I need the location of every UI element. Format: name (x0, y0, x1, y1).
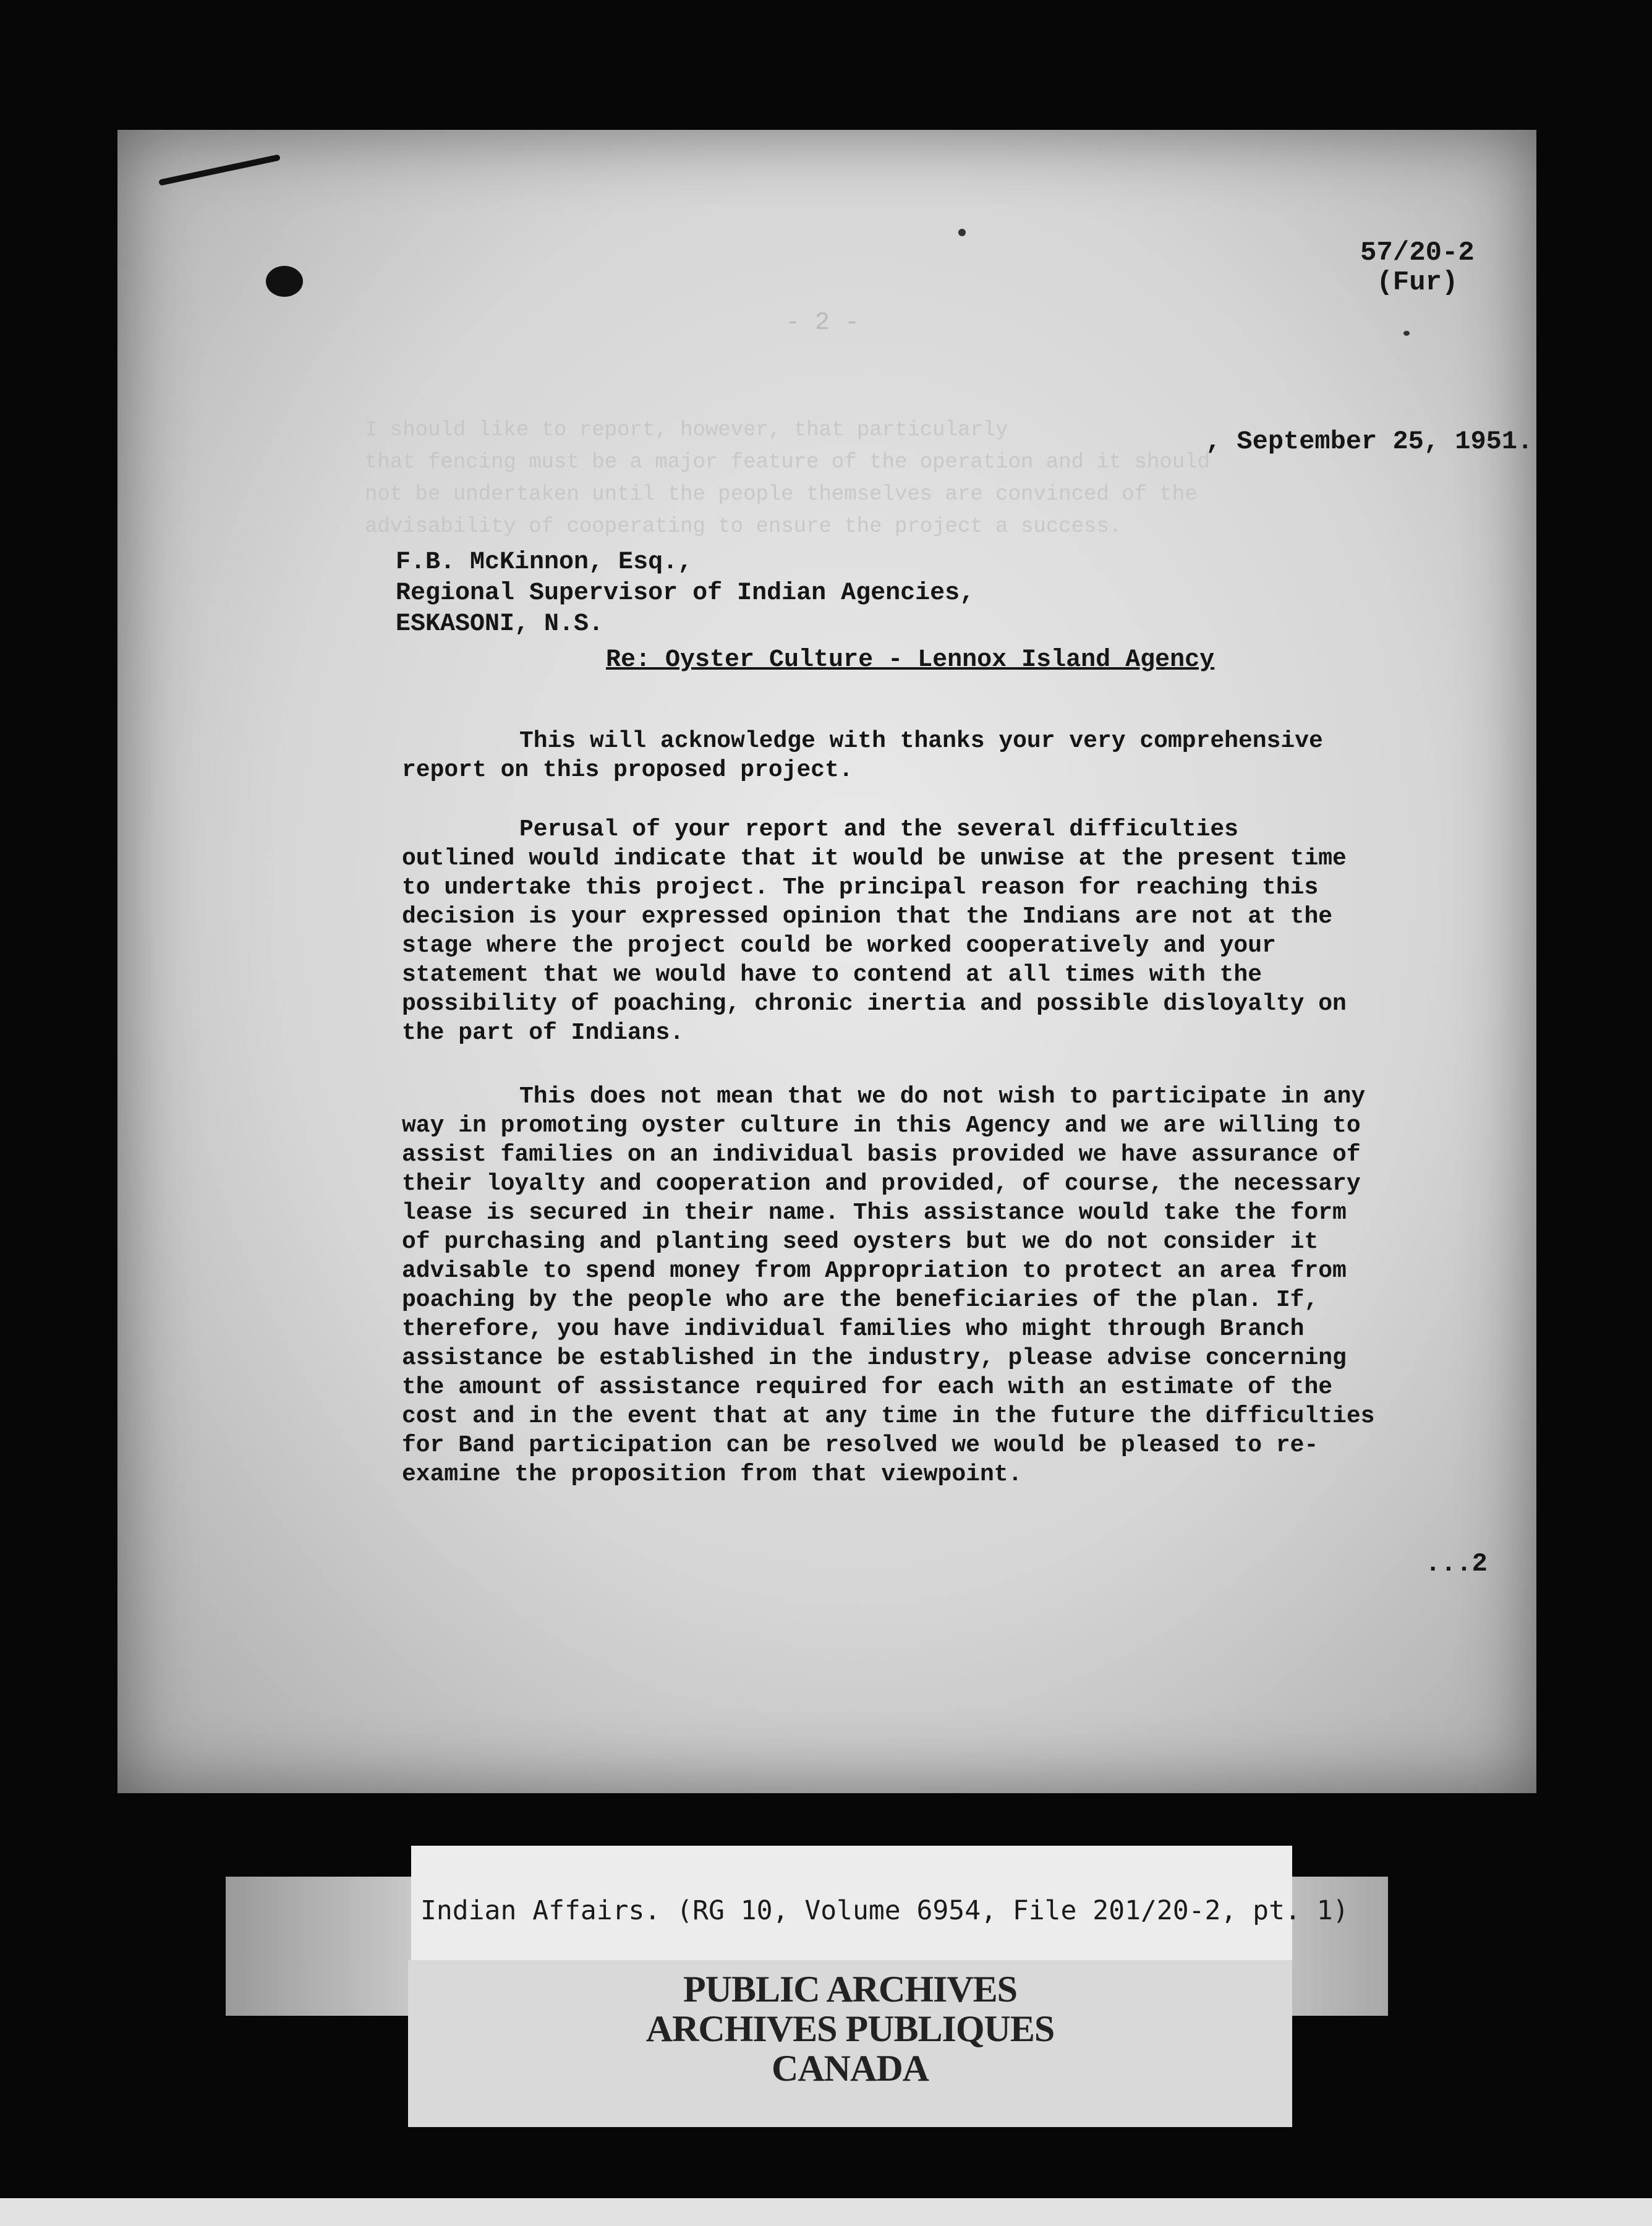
continuation-marker: ...2 (1425, 1549, 1488, 1579)
paragraph-line: This will acknowledge with thanks your very comprehensive (519, 728, 1323, 754)
paragraph-line: their loyalty and cooperation and provided, of course, the necessary (402, 1171, 1361, 1197)
ink-blot (266, 266, 303, 297)
faint-page-number: - 2 - (785, 309, 860, 337)
letter-date: , September 25, 1951. (1206, 427, 1533, 456)
paragraph-line: stage where the project could be worked cooperatively and your (402, 932, 1276, 959)
paragraph-line: advisable to spend money from Appropriation to protect an area from (402, 1258, 1347, 1284)
stamp-line-english: PUBLIC ARCHIVES (683, 1969, 1018, 2010)
paragraph-line: possibility of poaching, chronic inertia and possible disloyalty on (402, 991, 1347, 1017)
stamp-line-country: CANADA (772, 2048, 929, 2089)
archive-stamp (396, 1969, 1305, 2088)
archive-citation: Indian Affairs. (RG 10, Volume 6954, File 201/20-2, pt. 1) (420, 1895, 1349, 1926)
paragraph-line: statement that we would have to contend at all times with the (402, 962, 1262, 988)
file-reference (1360, 238, 1475, 297)
paragraph-line: poaching by the people who are the beneficiaries of the plan. If, (402, 1287, 1319, 1313)
file-subject-code: (Fur) (1376, 267, 1458, 298)
paragraph-line: assist families on an individual basis provided we have assurance of (402, 1141, 1361, 1168)
paragraph-line: cost and in the event that at any time in the future the difficulties (402, 1403, 1375, 1430)
speck (958, 229, 966, 236)
addressee-block (396, 547, 974, 640)
paragraph-line: report on this proposed project. (402, 757, 853, 783)
stamp-line-french: ARCHIVES PUBLIQUES (645, 2008, 1055, 2049)
paragraph-line: the amount of assistance required for each with an estimate of the (402, 1374, 1333, 1401)
show-through-text: I should like to report, however, that particularly that fencing must be a major feature of the operation and it should not be undertaken until the people themselves are convinced of the advisability of cooperating to ensure the project a success. (365, 419, 1211, 539)
film-bottom-edge (0, 2198, 1652, 2226)
paragraph-line: the part of Indians. (402, 1020, 684, 1046)
paragraph-line: lease is secured in their name. This assistance would take the form (402, 1200, 1347, 1226)
paragraph-line: to undertake this project. The principal reason for reaching this (402, 874, 1319, 901)
file-number: 57/20-2 (1360, 237, 1475, 268)
paragraph-line: assistance be established in the industry, please advise concerning (402, 1345, 1347, 1371)
paragraph-line: This does not mean that we do not wish to participate in any (519, 1083, 1366, 1110)
paragraph-line: Perusal of your report and the several difficulties (519, 816, 1238, 843)
addressee-title: Regional Supervisor of Indian Agencies, (396, 579, 975, 607)
addressee-name: F.B. McKinnon, Esq., (396, 548, 693, 576)
paragraph-line: therefore, you have individual families who might through Branch (402, 1316, 1305, 1342)
paragraph-1 (402, 727, 1403, 785)
paragraph-line: way in promoting oyster culture in this Agency and we are willing to (402, 1112, 1361, 1139)
paragraph-line: decision is your expressed opinion that the Indians are not at the (402, 903, 1333, 930)
addressee-location: ESKASONI, N.S. (396, 610, 604, 638)
paragraph-line: of purchasing and planting seed oysters but we do not consider it (402, 1229, 1319, 1255)
subject-line: Re: Oyster Culture - Lennox Island Agency (606, 646, 1215, 674)
paragraph-line: examine the proposition from that viewpoint. (402, 1461, 1023, 1488)
speck (1403, 331, 1410, 336)
paragraph-2 (402, 815, 1403, 1047)
paragraph-line: for Band participation can be resolved we would be pleased to re- (402, 1432, 1319, 1459)
paragraph-3 (402, 1082, 1403, 1489)
paragraph-line: outlined would indicate that it would be unwise at the present time (402, 845, 1347, 872)
